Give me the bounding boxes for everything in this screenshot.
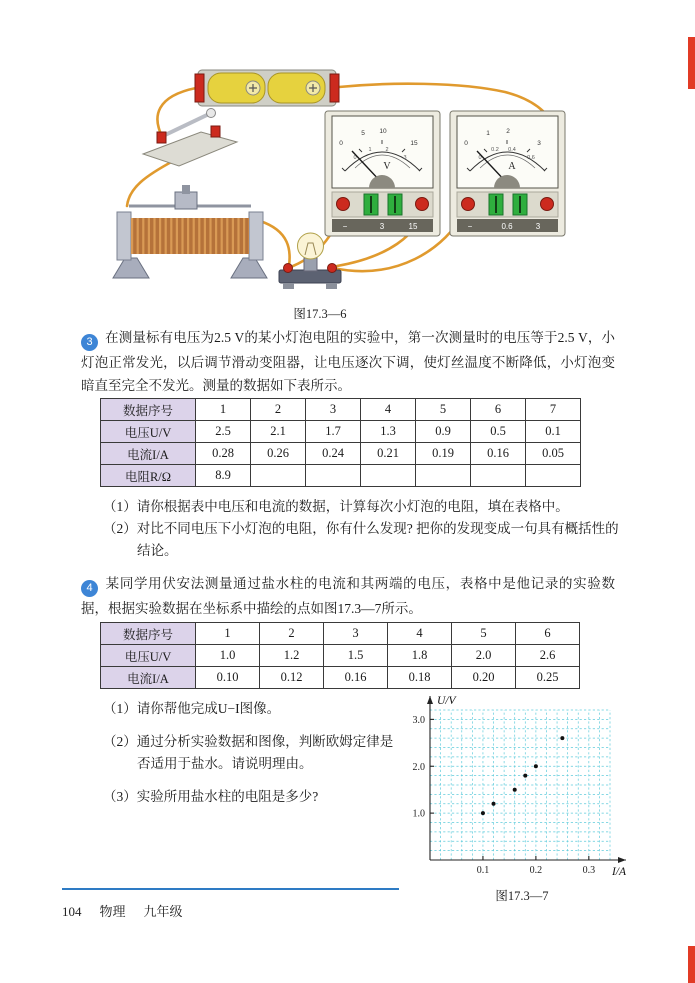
iu-graph-svg <box>402 690 642 885</box>
data-point <box>523 774 527 778</box>
table-row <box>101 443 581 465</box>
figure-caption-1: 图17.3—6 <box>293 307 347 321</box>
question-item: （1）请你根据表中电压和电流的数据，计算每次小灯泡的电阻，填在表格中。 <box>103 499 569 514</box>
voltmeter-terminal-1: 3 <box>379 222 385 231</box>
data-point <box>492 802 496 806</box>
x-axis-label: I/A <box>611 866 626 878</box>
problem-3-number-badge: 3 <box>81 334 98 351</box>
data-cell: 1.3 <box>361 421 416 443</box>
problem-4-data-table <box>100 622 580 689</box>
voltmeter-scale2-2: 2 <box>385 147 389 153</box>
problem-3-data-table <box>100 398 581 487</box>
data-cell: 2 <box>251 399 306 421</box>
problem-4-text: 某同学用伏安法测量通过盐水柱的电流和其两端的电压，表格中是他记录的实验数据，根据实验数据在坐标系中描绘的点如图17.3—7所示。 <box>81 576 615 616</box>
data-cell: 0.18 <box>388 667 452 689</box>
data-cell: 1 <box>196 623 260 645</box>
table-row <box>101 623 580 645</box>
rheostat-slider <box>175 192 197 209</box>
data-cell: 0.16 <box>324 667 388 689</box>
row-header-cell: 数据序号 <box>101 399 196 421</box>
voltmeter-terminal-knob <box>416 198 429 211</box>
data-cell: 3 <box>324 623 388 645</box>
data-point <box>534 764 538 768</box>
data-point <box>481 811 485 815</box>
data-cell: 6 <box>516 623 580 645</box>
data-cell: 0.25 <box>516 667 580 689</box>
data-cell: 1.5 <box>324 645 388 667</box>
data-cell: 0.5 <box>471 421 526 443</box>
data-cell <box>361 465 416 487</box>
y-axis-label: U/V <box>437 695 456 707</box>
row-header-cell: 电压U/V <box>101 645 196 667</box>
row-header-cell: 电阻R/Ω <box>101 465 196 487</box>
ammeter <box>450 111 565 236</box>
battery-pack <box>195 70 339 106</box>
data-cell <box>526 465 581 487</box>
figure-caption-2: 图17.3—7 <box>495 889 549 903</box>
data-point <box>513 788 517 792</box>
ammeter-terminal-1: 0.6 <box>501 222 513 231</box>
data-cell: 0.1 <box>526 421 581 443</box>
x-axis-arrow-icon <box>618 857 626 863</box>
data-cell: 1.2 <box>260 645 324 667</box>
footer-grade: 九年级 <box>143 904 183 919</box>
y-tick-label: 3.0 <box>412 714 425 726</box>
problem-3 <box>81 326 615 397</box>
ammeter-scale2-0: 0 <box>478 155 482 161</box>
problem-3-questions <box>103 496 619 562</box>
data-cell: 2.6 <box>516 645 580 667</box>
voltmeter-terminal-0: − <box>342 222 348 231</box>
problem-3-text: 在测量标有电压为2.5 V的某小灯泡电阻的实验中，第一次测量时的电压等于2.5 V，小灯泡正常发光，以后调节滑动变阻器，让电压逐次下调，使灯丝温度不断降低，小灯泡变暗直至完全不发光。测量的数据如下表所示。 <box>81 330 615 393</box>
page-edge-mark-top <box>688 37 695 89</box>
footer-rule <box>62 888 399 890</box>
question-item: （2）对比不同电压下小灯泡的电阻，你有什么发现? 把你的发现变成一句具有概括性的结论。 <box>103 521 619 558</box>
wire <box>260 221 290 266</box>
ammeter-terminal-0: − <box>467 222 473 231</box>
ammeter-scale-1: 1 <box>486 130 490 137</box>
data-cell: 0.20 <box>452 667 516 689</box>
data-cell: 0.12 <box>260 667 324 689</box>
x-tick-label: 0.3 <box>582 865 596 876</box>
data-cell: 7 <box>526 399 581 421</box>
ammeter-scale-3: 3 <box>537 140 541 147</box>
voltmeter-label: V <box>383 161 391 172</box>
page-footer <box>62 901 201 920</box>
row-header-cell: 电流I/A <box>101 667 196 689</box>
data-cell: 1.0 <box>196 645 260 667</box>
ammeter-scale-0: 0 <box>464 140 468 147</box>
data-cell: 0.10 <box>196 667 260 689</box>
table-row <box>101 421 581 443</box>
data-cell: 0.24 <box>306 443 361 465</box>
data-cell: 2.0 <box>452 645 516 667</box>
data-cell: 0.19 <box>416 443 471 465</box>
question-item: （2）通过分析实验数据和图像，判断欧姆定律是否适用于盐水。请说明理由。 <box>103 734 394 771</box>
ammeter-scale2-3: 0.6 <box>527 155 535 161</box>
table-row <box>101 465 581 487</box>
y-axis-arrow-icon <box>427 696 433 704</box>
page-number: 104 <box>62 904 82 919</box>
table-row <box>101 667 580 689</box>
data-cell <box>471 465 526 487</box>
voltmeter-terminal-2: 15 <box>408 222 418 231</box>
ammeter-terminal-2: 3 <box>535 222 541 231</box>
data-cell: 0.26 <box>251 443 306 465</box>
voltmeter-scale-3: 15 <box>410 140 418 147</box>
voltmeter <box>325 111 440 236</box>
data-cell <box>306 465 361 487</box>
data-cell: 0.9 <box>416 421 471 443</box>
data-cell: 0.21 <box>361 443 416 465</box>
ammeter-label: A <box>508 161 516 172</box>
problem-4-questions <box>103 698 399 819</box>
data-cell <box>416 465 471 487</box>
data-cell: 0.16 <box>471 443 526 465</box>
wire <box>127 160 175 206</box>
problem-4 <box>81 572 615 620</box>
data-cell: 3 <box>306 399 361 421</box>
circuit-figure <box>105 56 575 306</box>
data-cell: 2.1 <box>251 421 306 443</box>
voltmeter-terminal-knob <box>337 198 350 211</box>
row-header-cell: 电流I/A <box>101 443 196 465</box>
data-cell: 8.9 <box>196 465 251 487</box>
data-cell: 5 <box>452 623 516 645</box>
voltmeter-scale-2: 10 <box>379 128 387 135</box>
data-cell: 1.8 <box>388 645 452 667</box>
data-cell: 4 <box>361 399 416 421</box>
y-tick-label: 1.0 <box>412 808 425 820</box>
footer-subject: 物理 <box>99 904 126 919</box>
page-edge-mark-bottom <box>688 946 695 983</box>
ammeter-terminal-knob <box>462 198 475 211</box>
problem-4-number-badge: 4 <box>81 580 98 597</box>
data-cell: 5 <box>416 399 471 421</box>
table-row <box>101 645 580 667</box>
data-cell: 4 <box>388 623 452 645</box>
row-header-cell: 数据序号 <box>101 623 196 645</box>
voltmeter-scale-0: 0 <box>339 140 343 147</box>
x-tick-label: 0.2 <box>529 865 543 876</box>
table-row <box>101 399 581 421</box>
ammeter-scale2-1: 0.2 <box>491 147 499 153</box>
data-cell: 6 <box>471 399 526 421</box>
rheostat <box>113 185 267 278</box>
voltmeter-scale2-0: 0 <box>353 155 357 161</box>
data-cell: 2 <box>260 623 324 645</box>
data-cell: 0.28 <box>196 443 251 465</box>
data-cell: 2.5 <box>196 421 251 443</box>
voltmeter-scale2-1: 1 <box>368 147 372 153</box>
row-header-cell: 电压U/V <box>101 421 196 443</box>
data-cell: 1 <box>196 399 251 421</box>
question-item: （3）实验所用盐水柱的电阻是多少? <box>103 789 319 804</box>
x-tick-label: 0.1 <box>476 865 490 876</box>
data-point <box>560 736 564 740</box>
voltmeter-scale2-3: 3 <box>403 155 407 161</box>
ammeter-scale-2: 2 <box>506 128 510 135</box>
data-cell <box>251 465 306 487</box>
question-item: （1）请你帮他完成U−I图像。 <box>103 701 281 716</box>
voltmeter-scale-1: 5 <box>361 130 365 137</box>
ammeter-scale2-2: 0.4 <box>508 147 516 153</box>
y-tick-label: 2.0 <box>412 761 425 773</box>
data-cell: 1.7 <box>306 421 361 443</box>
ammeter-terminal-knob <box>541 198 554 211</box>
data-cell: 0.05 <box>526 443 581 465</box>
